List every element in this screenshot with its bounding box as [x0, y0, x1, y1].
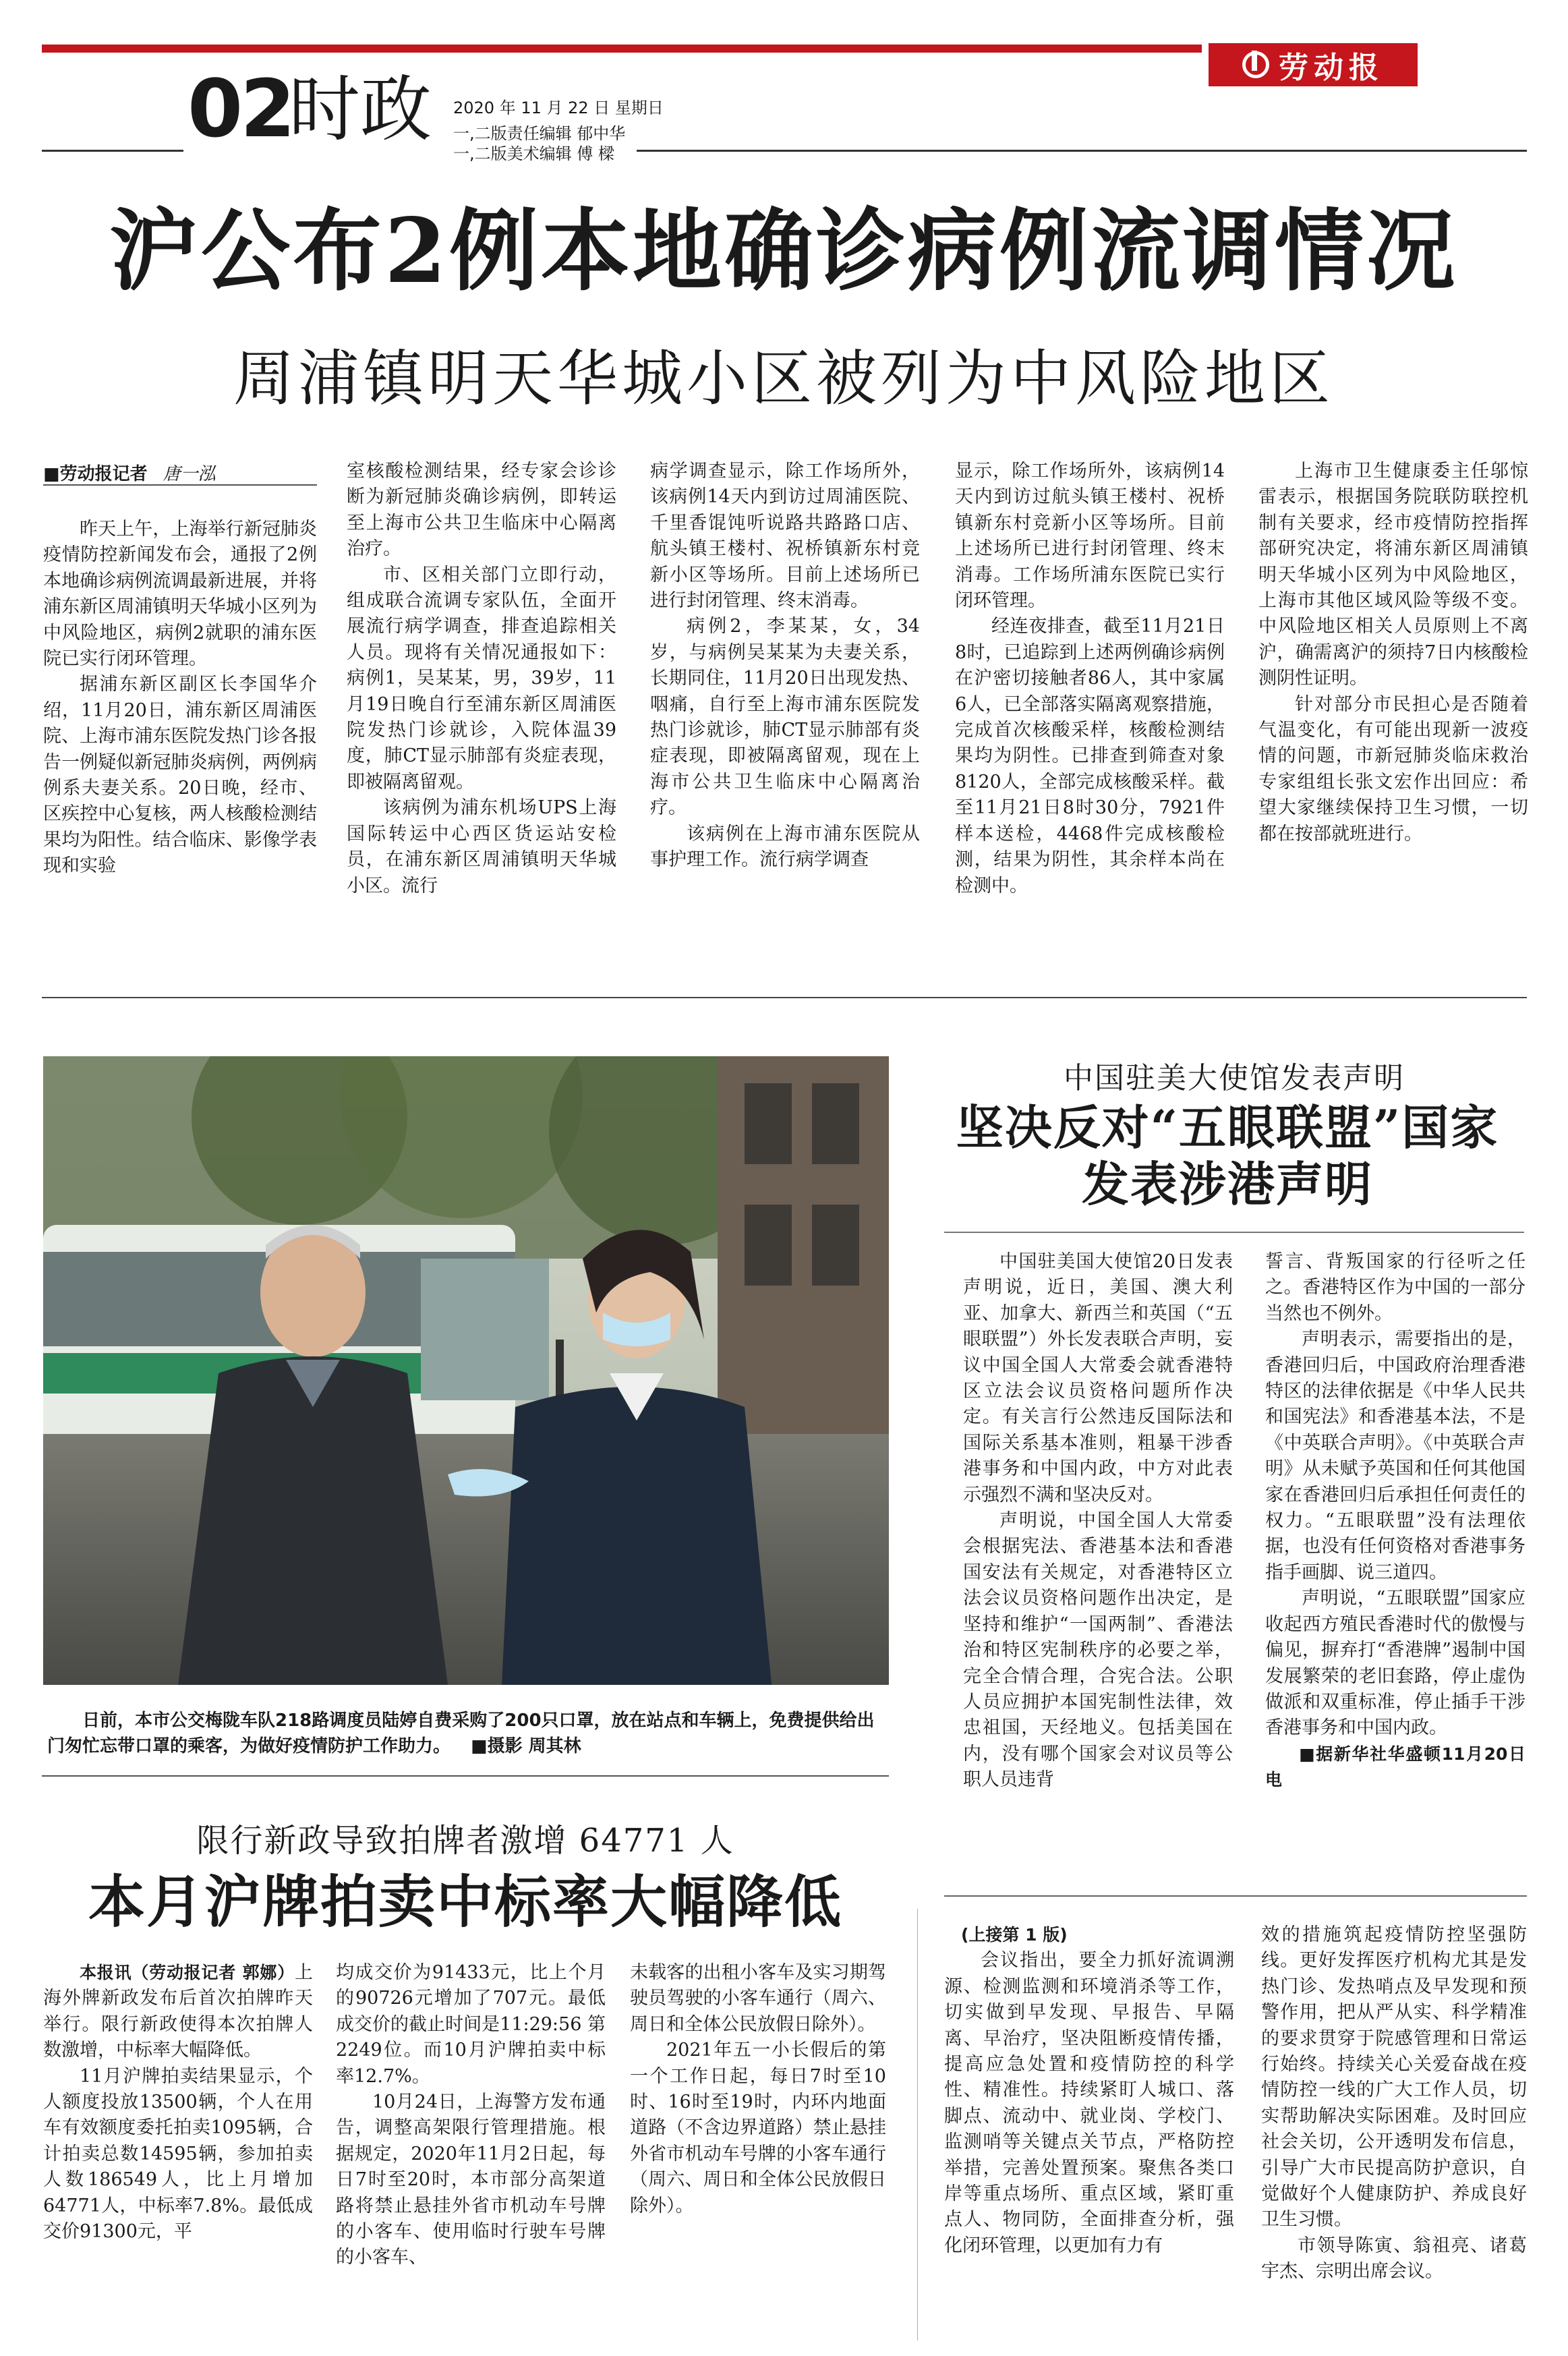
paragraph: 会议指出，要全力抓好流调溯源、检测监测和环境消杀等工作，切实做到早发现、早报告、早隔离、早治疗，坚决阻断疫情传播，提高应急处置和疫情防控的科学性、精准性。持续紧盯人城口、落脚点、流动中、就业岗、学校门、监测哨等关键点关节点，严格防控举措，完善处置预案。聚焦各类口岸等重点场所、重点区域，紧盯重点人、物同防，全面排查分析，强化闭环管理，以更加有力有	[944, 1950, 1234, 2256]
paragraph: 声明表示，需要指出的是，香港回归后，中国政府治理香港特区的法律依据是《中华人民共和国宪法》和香港基本法，不是《中英联合声明》。《中英联合声明》从未赋予英国和任何其他国家在香港回归后承担任何责任的权力。“五眼联盟”没有法理依据，也没有任何资格对香港事务指手画脚、说三道四。	[1265, 1329, 1526, 1583]
photo-caption	[47, 1708, 889, 1759]
paragraph	[43, 1960, 313, 2064]
byline-label: ■劳动报记者	[43, 464, 148, 484]
paragraph: 声明说，中国全国人大常委会根据宪法、香港基本法和香港国安法有关规定，对香港特区立法会议员资格问题作出决定，是坚持和维护“一国两制”、香港法治和特区宪制秩序的必要之举，完全合情合理，合宪合法。公职人员应拥护本国宪制性法律，效忠祖国，天经地义。包括美国在内，没有哪个国家会对议员等公职人员违背	[963, 1510, 1233, 1791]
paragraph: 效的措施筑起疫情防控坚强防线。更好发挥医疗机构尤其是发热门诊、发热哨点及早发现和预警作用，把从严从实、科学精准的要求贯穿于院感管理和日常运行始终。持续关心关爱奋战在疫情防控一线的广大工作人员，切实帮助解决实际困难。及时回应社会关切，公开透明发布信息，引导广大市民提高防护意识，自觉做好个人健康防护、养成良好卫生习惯。	[1261, 1924, 1527, 2231]
paragraph: 均成交价为91433元，比上个月的90726元增加了707元。最低成交价的截止时间是11:29:56 第2249位。而10月沪牌拍卖中标率12.7%。	[336, 1962, 606, 2087]
byline-rule	[43, 484, 317, 486]
paragraph: 病例2，李某某，女，34岁，与病例吴某某为夫妻关系，长期同住，11月20日出现发热、咽痛，自行至上海市浦东医院发热门诊就诊，肺CT显示肺部有炎症表现，即被隔离留观，现在上海市公共卫生临床中心隔离治疗。	[650, 616, 920, 819]
lead-column-3	[650, 459, 920, 944]
hk-headline-line1: 坚决反对“五眼联盟”国家	[956, 1099, 1499, 1155]
brand-badge	[1209, 43, 1418, 86]
photo-illustration	[43, 1056, 889, 1685]
hk-rule	[944, 1232, 1524, 1233]
plate-byline: 本报讯（劳动报记者 郭娜）	[80, 1963, 295, 1982]
plate-column-2	[336, 1960, 606, 2338]
paragraph: 声明说，“五眼联盟”国家应收起西方殖民香港时代的傲慢与偏见，摒弃打“香港牌”遏制中国发展繁荣的老旧套路，停止虚伪做派和双重标准，停止插手干涉香港事务和中国内政。	[1265, 1588, 1526, 1739]
paragraph: 市领导陈寅、翁祖亮、诸葛宇杰、宗明出席会议。	[1261, 2235, 1527, 2282]
section-divider	[42, 997, 1527, 998]
lead-column-2	[347, 459, 616, 944]
lead-column-1	[43, 517, 317, 975]
page-number: 02	[187, 62, 293, 155]
paragraph: 10月24日，上海警方发布通告，调整高架限行管理措施。根据规定，2020年11月2日起，每日7时至20时，本市部分高架道路将禁止悬挂外省市机动车号牌的小客车、使用临时行驶车号牌的小客车、	[336, 2092, 606, 2268]
paragraph: 中国驻美国大使馆20日发表声明说，近日，美国、澳大利亚、加拿大、新西兰和英国（“五眼联盟”）外长发表联合声明，妄议中国全国人大常委会就香港特区立法会议员资格问题所作决定。有关言行公然违反国际法和国际关系基本准则，粗暴干涉香港事务和中国内政，中方对此表示强烈不满和坚决反对。	[963, 1251, 1233, 1505]
paragraph: 昨天上午，上海举行新冠肺炎疫情防控新闻发布会，通报了2例本地确诊病例流调最新进展，并将浦东新区周浦镇明天华城小区列为中风险地区，病例2就职的浦东医院已实行闭环管理。	[43, 519, 317, 670]
hk-kicker: 中国驻美大使馆发表声明	[1064, 1061, 1405, 1095]
photo-credit: ■摄影 周其林	[471, 1736, 581, 1756]
hk-headline-line2: 发表涉港声明	[1082, 1156, 1373, 1212]
lead-headline: 沪公布2例本地确诊病例流调情况	[109, 199, 1458, 304]
paragraph: 2021年五一小长假后的第一个工作日起，每日7时至10时、16时至19时，内环内地面道路（不含边界道路）禁止悬挂外省市机动车号牌的小客车通行（周六、周日和全体公民放假日除外）。	[630, 2040, 886, 2216]
plate-continued-divider	[917, 1909, 918, 2340]
paragraph: 上海市卫生健康委主任邬惊雷表示，根据国务院联防联控机制有关要求，经市疫情防控指挥部研究决定，将浦东新区周浦镇明天华城小区列为中风险地区，上海市其他区域风险等级不变。中风险地区相关人员原则上不离沪，确需离沪的须持7日内核酸检测阴性证明。	[1258, 461, 1528, 689]
hk-bottom-rule	[944, 1895, 1527, 1897]
continued-label: (上接第 1 版)	[961, 1925, 1068, 1945]
paragraph: 针对部分市民担心是否随着气温变化，有可能出现新一波疫情的问题，市新冠肺炎临床救治专家组组长张文宏作出回应：希望大家继续保持卫生习惯，一切都在按部就班进行。	[1258, 693, 1528, 844]
paragraph: 誓言、背叛国家的行径听之任之。香港特区作为中国的一部分当然也不例外。	[1265, 1251, 1526, 1324]
lead-column-5	[1258, 459, 1528, 944]
top-red-rule	[42, 45, 1202, 53]
issue-date: 2020 年 11 月 22 日 星期日	[453, 98, 664, 117]
continued-column-1	[944, 1922, 1234, 2340]
masthead-rule-right	[637, 150, 1527, 152]
paragraph: 经连夜排查，截至11月21日8时，已追踪到上述两例确诊病例在沪密切接触者86人，其中家属6人，已全部落实隔离观察措施，完成首次核酸采样，核酸检测结果均为阴性。已排查到筛查对象8120人，全部完成核酸采样。截至11月21日8时30分，7921件样本送检，4468件完成核酸检测，结果为阴性，其余样本尚在检测中。	[955, 616, 1225, 896]
news-photo	[43, 1056, 889, 1685]
paragraph: 病学调查显示，除工作场所外，该病例14天内到访过周浦医院、千里香馄饨听说路共路路口店、航头镇王楼村、祝桥镇新东村竞新小区等场所。目前上述场所已进行封闭管理、终末消毒。	[650, 461, 920, 612]
masthead-rule-left	[42, 150, 183, 152]
plate-kicker: 限行新政导致拍牌者激增 64771 人	[196, 1822, 734, 1860]
hk-column-1	[963, 1249, 1233, 1876]
lead-column-4	[955, 459, 1225, 944]
lead-byline	[43, 460, 313, 485]
editor-line: 一,二版责任编辑 郁中华	[453, 124, 626, 143]
paragraph: 市、区相关部门立即行动，组成联合流调专家队伍，全面开展流行病学调查，排查追踪相关人员。现将有关情况通报如下：病例1，吴某某，男，39岁，11月19日晚自行至浦东新区周浦医院发热门诊就诊，入院体温39度，肺CT显示肺部有炎症表现，即被隔离留观。	[347, 564, 616, 793]
plate-column-3	[630, 1960, 886, 2338]
paragraph: 室核酸检测结果，经专家会诊诊断为新冠肺炎确诊病例，即转运至上海市公共卫生临床中心隔离治疗。	[347, 461, 616, 560]
plate-headline: 本月沪牌拍卖中标率大幅降低	[88, 1868, 842, 1935]
plate-column-1	[43, 1960, 313, 2338]
byline-name: 唐一泓	[163, 464, 216, 484]
brand-logo-icon	[1242, 51, 1269, 78]
paragraph: 据浦东新区副区长李国华介绍，11月20日，浦东新区周浦医院、上海市浦东医院发热门诊各报告一例疑似新冠肺炎病例，两例病例系夫妻关系。20日晚，经市、区疾控中心复核，两人核酸检测结果均为阳性。结合临床、影像学表现和实验	[43, 674, 317, 877]
paragraph: 未载客的出租小客车及实习期驾驶员驾驶的小客车通行（周六、周日和全体公民放假日除外）。	[630, 1962, 886, 2035]
continued-column-2	[1261, 1922, 1527, 2340]
paragraph: 显示，除工作场所外，该病例14天内到访过航头镇王楼村、祝桥镇新东村竞新小区等场所。目前上述场所已进行封闭管理、终末消毒。工作场所浦东医院已实行闭环管理。	[955, 461, 1225, 612]
art-editor-line: 一,二版美术编辑 傅 樑	[453, 144, 614, 163]
lead-subhead: 周浦镇明天华城小区被列为中风险地区	[233, 343, 1334, 414]
paragraph: 该病例为浦东机场UPS上海国际转运中心西区货运站安检员，在浦东新区周浦镇明天华城小区。流行	[347, 797, 616, 896]
hk-source: ■据新华社华盛顿11月20日电	[1265, 1744, 1526, 1790]
caption-text: 日前，本市公交梅陇车队218路调度员陆婷自费采购了200只口罩，放在站点和车辆上，免费提供给出门匆忙忘带口罩的乘客，为做好疫情防护工作助力。	[47, 1711, 875, 1756]
section-title: 时政	[289, 68, 432, 151]
paragraph: 11月沪牌拍卖结果显示，个人额度投放13500辆，个人在用车有效额度委托拍卖1095辆，合计拍卖总数14595辆，参加拍卖人数186549人，比上月增加64771人，中标率7.8%。最低成交价91300元，平	[43, 2065, 313, 2243]
paragraph-text: 上海外牌新政发布后首次拍牌昨天举行。限行新政使得本次拍牌人数激增，中标率大幅降低。	[43, 1962, 313, 2061]
paragraph: 该病例在上海市浦东医院从事护理工作。流行病学调查	[650, 823, 920, 871]
brand-name: 劳动报	[1279, 51, 1384, 85]
hk-column-2	[1265, 1249, 1526, 1876]
caption-divider	[42, 1775, 889, 1777]
